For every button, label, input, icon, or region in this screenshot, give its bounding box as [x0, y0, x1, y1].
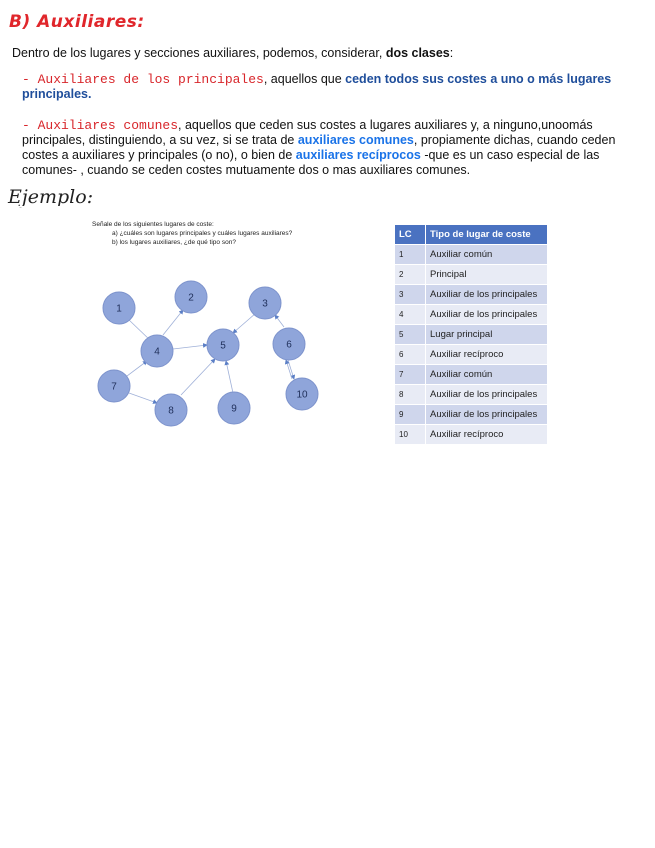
graph-node — [249, 287, 281, 319]
edge-8-5 — [181, 359, 215, 395]
table-header-row — [395, 225, 548, 245]
table-row — [395, 365, 548, 385]
graph-node-label: 4 — [154, 346, 160, 358]
table-row — [395, 425, 548, 445]
graph-node-label: 10 — [296, 389, 308, 401]
table-row — [395, 385, 548, 405]
table-header-type: Tipo de lugar de coste — [426, 225, 548, 245]
task-question-b: b) los lugares auxiliares, ¿de qué tipo son? — [112, 239, 236, 246]
bullet2-term: - Auxiliares comunes — [22, 118, 179, 133]
table-cell-type: Auxiliar de los principales — [426, 405, 548, 425]
table-cell-type: Auxiliar común — [426, 365, 548, 385]
ejemplo-title: Ejemplo: — [8, 186, 94, 208]
bullet1-term: - Auxiliares de los principales — [22, 72, 264, 87]
table-cell-type: Auxiliar de los principales — [426, 285, 548, 305]
exercise-statement — [92, 220, 292, 247]
graph-node-label: 7 — [111, 381, 117, 393]
ejemplo-underline — [8, 206, 120, 207]
bullet1-highlight: ceden todos sus costes a uno o más lugares principales. — [22, 72, 612, 101]
table-cell-lc: 1 — [395, 245, 426, 265]
table-cell-lc: 8 — [395, 385, 426, 405]
bullet2-text1: , aquellos que ceden sus costes a lugares auxiliares y, a ninguno,unoomás principales, distinguiendo, a su vez, si se trata de — [22, 118, 593, 147]
table-row — [395, 325, 548, 345]
task-question-a: a) ¿cuáles son lugares principales y cuáles lugares auxiliares? — [112, 230, 293, 237]
table-cell-type: Auxiliar recíproco — [426, 345, 548, 365]
graph-node — [207, 329, 239, 361]
graph-node — [218, 392, 250, 424]
table-cell-type: Lugar principal — [426, 325, 548, 345]
table-cell-lc: 2 — [395, 265, 426, 285]
table-cell-lc: 3 — [395, 285, 426, 305]
table-cell-type: Auxiliar común — [426, 245, 548, 265]
table-cell-lc: 6 — [395, 345, 426, 365]
table-row — [395, 345, 548, 365]
graph-node — [103, 292, 135, 324]
table-header-lc: LC — [395, 225, 426, 245]
bullet1-text: , aquellos que — [263, 72, 346, 86]
edge-9-5 — [226, 361, 233, 393]
cost-center-graph — [95, 275, 335, 435]
table-cell-lc: 4 — [395, 305, 426, 325]
graph-node — [141, 335, 173, 367]
table-row — [395, 245, 548, 265]
graph-node-label: 9 — [231, 403, 237, 415]
bullet-auxiliares-principales — [22, 72, 634, 102]
graph-node-label: 5 — [220, 340, 226, 352]
bullet2-text2: , propiamente dichas, cuando ceden costes a auxiliares y principales (o no), o bien de — [22, 133, 616, 162]
table-row — [395, 405, 548, 425]
intro-paragraph — [12, 46, 453, 60]
graph-node-label: 2 — [188, 292, 194, 304]
section-heading: B) Auxiliares: — [9, 12, 145, 32]
table-body — [395, 245, 548, 445]
graph-node — [175, 281, 207, 313]
table-row — [395, 305, 548, 325]
table-cell-lc: 5 — [395, 325, 426, 345]
task-title: Señale de los siguientes lugares de coste: — [92, 221, 214, 228]
graph-nodes — [98, 281, 318, 426]
graph-node — [98, 370, 130, 402]
bullet-auxiliares-comunes — [22, 118, 634, 178]
graph-node-label: 1 — [116, 303, 122, 315]
bullet2-highlight1: auxiliares comunes — [297, 133, 414, 147]
table-cell-type: Auxiliar de los principales — [426, 385, 548, 405]
graph-node — [286, 378, 318, 410]
table-cell-type: Principal — [426, 265, 548, 285]
edge-4-2 — [163, 310, 183, 335]
table-cell-lc: 10 — [395, 425, 426, 445]
table-cell-type: Auxiliar recíproco — [426, 425, 548, 445]
intro-bold: dos clases — [385, 46, 450, 60]
intro-text: Dentro de los lugares y secciones auxiliares, podemos, considerar, — [12, 46, 386, 60]
edge-7-8 — [129, 393, 157, 403]
bullet2-highlight2: auxiliares recíprocos — [295, 148, 421, 162]
table-cell-type: Auxiliar de los principales — [426, 305, 548, 325]
table-cell-lc: 7 — [395, 365, 426, 385]
bullet2-text3: -que es un caso especial de las comunes- , cuando se ceden costes mutuamente dos o mas auxiliares comunes. — [22, 148, 600, 177]
cost-center-table — [395, 225, 548, 444]
graph-node-label: 8 — [168, 405, 174, 417]
graph-node-label: 3 — [262, 298, 268, 310]
table-row — [395, 285, 548, 305]
edge-6-3 — [275, 315, 284, 327]
edge-4-5 — [173, 345, 207, 349]
graph-node — [273, 328, 305, 360]
graph-node — [155, 394, 187, 426]
intro-end: : — [449, 46, 454, 60]
table-row — [395, 265, 548, 285]
table-cell-lc: 9 — [395, 405, 426, 425]
edge-3-5 — [233, 313, 256, 333]
graph-node-label: 6 — [286, 339, 292, 351]
